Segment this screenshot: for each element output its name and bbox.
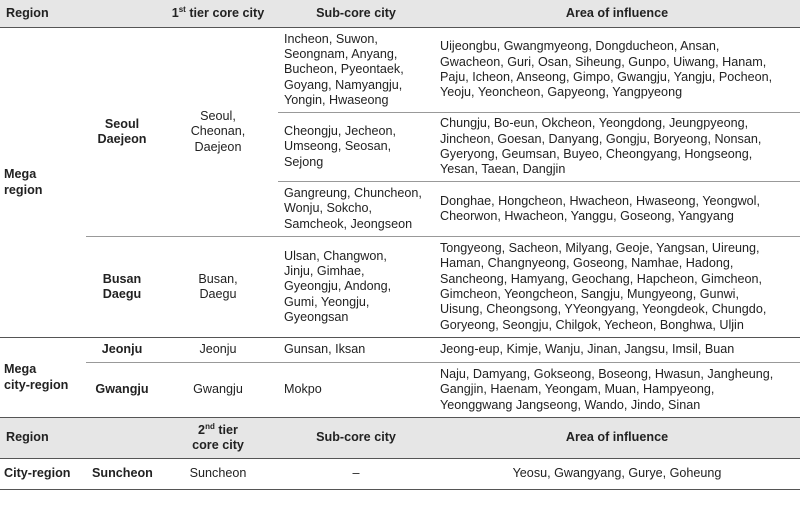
table-row xyxy=(0,237,800,338)
core-city-jeonju: Jeonju xyxy=(199,342,237,357)
mega-region-label: Mega region xyxy=(0,28,86,338)
header-second-tier-core-city: 2nd tier core city xyxy=(158,418,278,459)
group-name-jeonju: Jeonju xyxy=(101,342,143,357)
table-row xyxy=(0,363,800,418)
core-city-busan-daegu: Busan, Daegu xyxy=(158,237,278,338)
header-area-of-influence-second: Area of influence xyxy=(434,418,800,459)
core-city-gwangju: Gwangju xyxy=(158,363,278,418)
header-sub-core-city: Sub-core city xyxy=(278,0,434,28)
group-name-seoul-daejeon: Seoul Daejeon xyxy=(97,116,147,146)
city-region-label: City-region xyxy=(0,459,86,490)
influence-cell: Naju, Damyang, Gokseong, Boseong, Hwasun, Jangheung, Gangjin, Haenam, Yeongam, Muan, Hampyeong, Yeonggwang Jangseong, Wando, Jindo, Sinan xyxy=(434,363,800,418)
group-name-gwangju: Gwangju xyxy=(86,363,158,418)
mega-city-region-label: Mega city-region xyxy=(4,362,69,392)
group-name-busan-daegu: Busan Daegu xyxy=(86,237,158,338)
sub-core-cell: – xyxy=(278,459,434,490)
header-first-tier-core-city: 1st tier core city xyxy=(158,0,278,28)
sub-core-cell: Ulsan, Changwon, Jinju, Gimhae, Gyeongju, Andong, Gumi, Yeongju, Gyeongsan xyxy=(278,237,434,338)
influence-cell: Chungju, Bo-eun, Okcheon, Yeongdong, Jeungpyeong, Jincheon, Goesan, Danyang, Gongju, Boryeong, Nonsan, Gyeryong, Geumsan, Buyeo, Cheongyang, Hongseong, Yesan, Taean, Dangjin xyxy=(434,113,800,182)
core-city-seoul-daejeon: Seoul, Cheonan, Daejeon xyxy=(190,109,246,154)
header-area-of-influence: Area of influence xyxy=(434,0,800,28)
influence-cell: Yeosu, Gwangyang, Gurye, Goheung xyxy=(434,459,800,490)
influence-cell: Jeong-eup, Kimje, Wanju, Jinan, Jangsu, Imsil, Buan xyxy=(440,342,735,357)
table-header-row xyxy=(0,0,800,28)
header-sub-core-city-second: Sub-core city xyxy=(278,418,434,459)
table-row xyxy=(0,459,800,490)
header-region-second: Region xyxy=(0,418,158,459)
influence-cell: Tongyeong, Sacheon, Milyang, Geoje, Yangsan, Uireung, Haman, Changnyeong, Goseong, Namhae, Hadong, Sancheong, Hamyang, Geochang, Hapcheon, Gimcheon, Gimcheon, Yeongcheon, Sangju, Mungyeong, Gunwi, Uisung, Cheongsong, YYeongyang, Yeongdeok, Chungdo, Goryeong, Seongju, Chilgok, Yecheon, Bonghwa, Uljin xyxy=(434,237,800,338)
sub-core-cell: Gunsan, Iksan xyxy=(284,342,366,357)
table-row xyxy=(0,28,800,113)
group-name-suncheon: Suncheon xyxy=(86,459,158,490)
header-region: Region xyxy=(0,0,158,28)
table-row xyxy=(0,338,800,363)
sub-core-cell: Gangreung, Chuncheon, Wonju, Sokcho, Samcheok, Jeongseon xyxy=(278,182,434,237)
sub-core-cell: Incheon, Suwon, Seongnam, Anyang, Bucheon, Pyeontaek, Goyang, Namyangju, Yongin, Hwaseong xyxy=(284,31,404,107)
sub-core-cell: Cheongju, Jecheon, Umseong, Seosan, Sejong xyxy=(278,113,434,182)
core-city-suncheon: Suncheon xyxy=(158,459,278,490)
sub-core-cell: Mokpo xyxy=(278,363,434,418)
table-header-row-second xyxy=(0,418,800,459)
influence-cell: Uijeongbu, Gwangmyeong, Dongducheon, Ansan, Gwacheon, Guri, Osan, Siheung, Gunpo, Uiwang, Hanam, Paju, Icheon, Anseong, Gimpo, Gwangju, Yangju, Pocheon, Yeoju, Yeoncheon, Gapyeong, Yangpyeong xyxy=(440,39,773,100)
influence-cell: Donghae, Hongcheon, Hwacheon, Hwaseong, Yeongwol, Cheorwon, Hwacheon, Yanggu, Goseong, Yangyang xyxy=(434,182,800,237)
